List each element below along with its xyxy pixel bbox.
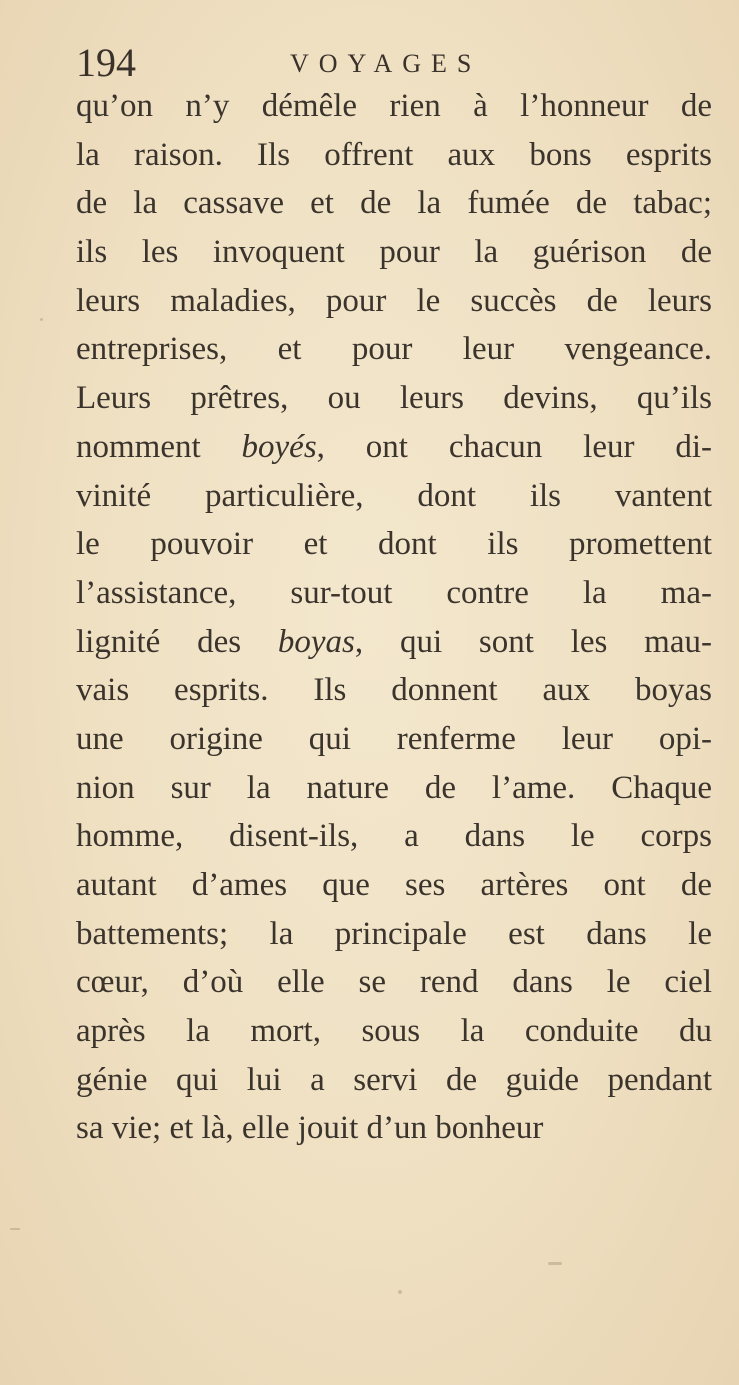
text-line [76,423,712,472]
paper-speck [548,1262,562,1265]
text-line: qu’on n’y démêle rien à l’honneur de [76,88,712,124]
text-line: après la mort, sous la conduite du [76,1013,712,1050]
text-line: nion sur la nature de l’ame. Chaque [76,769,712,806]
text-line: homme, disent-ils, a dans le corps [76,818,712,855]
text-line: Leurs prêtres, ou leurs devins, qu’ils [76,380,712,417]
line-segment: lignité des [76,623,278,660]
text-line: génie qui lui a servi de guide pendant [76,1061,712,1098]
paper-speck [40,318,43,321]
line-segment: , qui sont les mau- [354,623,712,660]
text-line: cœur, d’où elle se rend dans le ciel [76,964,712,1001]
text-line: de la cassave et de la fumée de tabac; [76,185,712,222]
paper-speck [10,1228,20,1230]
page-header [0,38,739,88]
page-number: 194 [76,40,136,85]
text-line: battements; la principale est dans le [76,915,712,952]
text-line: ils les invoquent pour la guérison de [76,234,712,271]
text-line: vinité particulière, dont ils vantent [76,477,712,514]
text-line: la raison. Ils offrent aux bons esprits [76,136,712,173]
line-segment: , ont chacun leur di- [316,428,712,465]
italic-term: boyas [277,623,355,660]
text-line: leurs maladies, pour le succès de leurs [76,282,712,319]
text-line: une origine qui renferme leur opi- [76,720,712,757]
text-line: autant d’ames que ses artères ont de [76,867,712,903]
text-line: l’assistance, sur-tout contre la ma- [76,574,712,611]
text-line: vais esprits. Ils donnent aux boyas [76,672,712,709]
text-line: entreprises, et pour leur vengeance. [76,331,712,368]
text-line: sa vie; et là, elle jouit d’un bonheur [76,1110,544,1147]
body-text [76,82,712,1153]
running-title: VOYAGES [290,49,482,78]
italic-term: boyés [241,428,317,465]
text-line: le pouvoir et dont ils promettent [76,526,712,563]
text-line [76,618,712,667]
line-segment: nomment [76,428,242,465]
paper-speck [398,1290,402,1294]
